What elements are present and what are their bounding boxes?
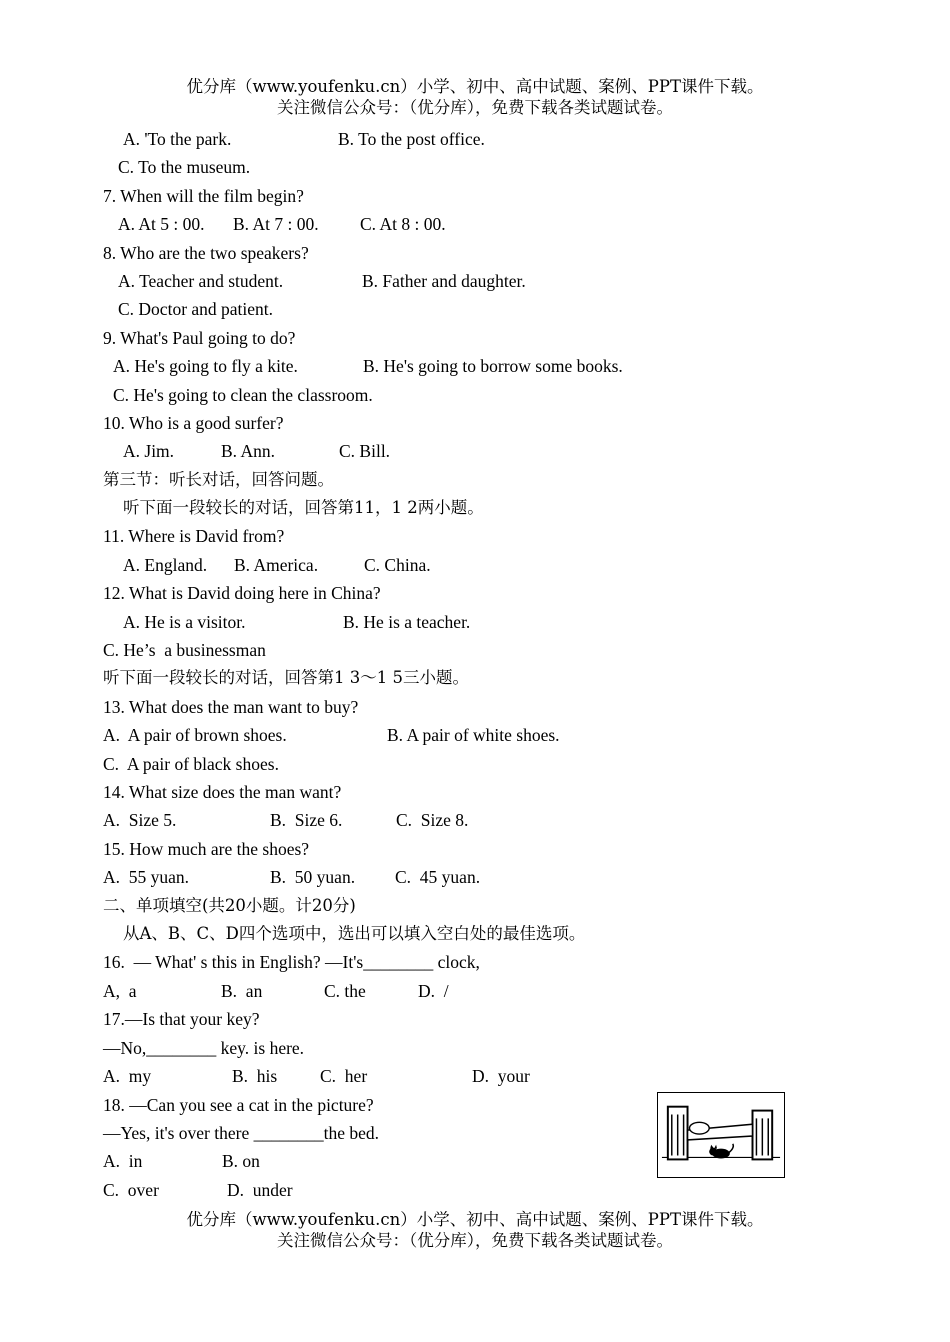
q11-option-a: A. England.: [123, 555, 208, 575]
q14-option-b: B. Size 6.: [270, 810, 343, 830]
q7-option-a: A. At 5 : 00.: [118, 214, 205, 234]
section3-instruction-1: 听下面一段较长的对话，回答第11，1 2两小题。: [123, 498, 484, 517]
q12-option-a: A. He is a visitor.: [123, 612, 246, 632]
q18-option-a: A. in: [103, 1151, 143, 1171]
q11-option-b: B. America.: [234, 555, 319, 575]
q13-option-b: B. A pair of white shoes.: [387, 725, 560, 745]
q18-question: 18. —Can you see a cat in the picture?: [103, 1095, 374, 1115]
q12-option-c: C. He’s a businessman: [103, 640, 266, 660]
header-line-1: 优分库（www.youfenku.cn）小学、初中、高中试题、案例、PPT课件下载。: [186, 77, 764, 96]
bed-cat-picture: [657, 1092, 785, 1178]
q8-option-b: B. Father and daughter.: [362, 271, 526, 291]
q15-option-a: A. 55 yuan.: [103, 867, 190, 887]
q9-option-b: B. He's going to borrow some books.: [363, 356, 623, 376]
footer-line-2: 关注微信公众号：（优分库），免费下载各类试题试卷。: [277, 1231, 673, 1250]
q14-option-a: A. Size 5.: [103, 810, 177, 830]
q17-answer-line: —No,________ key. is here.: [103, 1038, 305, 1058]
q6-option-a: A. 'To the park.: [123, 129, 232, 149]
q7-question: 7. When will the film begin?: [103, 186, 304, 206]
q7-option-b: B. At 7 : 00.: [233, 214, 319, 234]
q15-option-b: B. 50 yuan.: [270, 867, 356, 887]
q16-option-a: A, a: [103, 981, 137, 1001]
header-line-2: 关注微信公众号：（优分库），免费下载各类试题试卷。: [277, 98, 673, 117]
q6-option-b: B. To the post office.: [338, 129, 485, 149]
q9-question: 9. What's Paul going to do?: [103, 328, 296, 348]
q9-option-a: A. He's going to fly a kite.: [113, 356, 298, 376]
q8-option-a: A. Teacher and student.: [118, 271, 284, 291]
q18-option-d: D. under: [227, 1180, 293, 1200]
q17-option-c: C. her: [320, 1066, 368, 1086]
q6-option-c: C. To the museum.: [118, 157, 251, 177]
part2-instruction: 从A、B、C、D四个选项中，选出可以填入空白处的最佳选项。: [123, 924, 586, 943]
part2-title: 二、单项填空(共20小题。计20分): [103, 896, 356, 915]
q14-option-c: C. Size 8.: [396, 810, 469, 830]
q17-option-b: B. his: [232, 1066, 278, 1086]
q8-question: 8. Who are the two speakers?: [103, 243, 309, 263]
q13-question: 13. What does the man want to buy?: [103, 697, 359, 717]
q17-option-a: A. my: [103, 1066, 152, 1086]
q12-option-b: B. He is a teacher.: [343, 612, 471, 632]
q18-option-c: C. over: [103, 1180, 159, 1200]
q18-answer-line: —Yes, it's over there ________the bed.: [103, 1123, 379, 1143]
q10-question: 10. Who is a good surfer?: [103, 413, 284, 433]
q13-option-c: C. A pair of black shoes.: [103, 754, 279, 774]
q11-question: 11. Where is David from?: [103, 526, 285, 546]
q16-option-c: C. the: [324, 981, 366, 1001]
q16-option-b: B. an: [221, 981, 263, 1001]
q10-option-b: B. Ann.: [221, 441, 275, 461]
q15-question: 15. How much are the shoes?: [103, 839, 310, 859]
q17-question: 17.—Is that your key?: [103, 1009, 260, 1029]
bed-cat-illustration: [658, 1093, 784, 1177]
q16-option-d: D. /: [418, 981, 449, 1001]
q16-question: 16. — What' s this in English? —It's________ clock,: [103, 952, 480, 972]
q11-option-c: C. China.: [364, 555, 431, 575]
q14-question: 14. What size does the man want?: [103, 782, 342, 802]
q15-option-c: C. 45 yuan.: [395, 867, 481, 887]
q12-question: 12. What is David doing here in China?: [103, 583, 381, 603]
q13-option-a: A. A pair of brown shoes.: [103, 725, 287, 745]
q8-option-c: C. Doctor and patient.: [118, 299, 274, 319]
q10-option-c: C. Bill.: [339, 441, 391, 461]
footer-line-1: 优分库（www.youfenku.cn）小学、初中、高中试题、案例、PPT课件下载。: [186, 1210, 764, 1229]
q7-option-c: C. At 8 : 00.: [360, 214, 446, 234]
q10-option-a: A. Jim.: [123, 441, 175, 461]
section3-title: 第三节：听长对话，回答问题。: [103, 470, 334, 489]
section3-instruction-2: 听下面一段较长的对话，回答第1 3～1 5三小题。: [103, 668, 469, 687]
q9-option-c: C. He's going to clean the classroom.: [113, 385, 373, 405]
q18-option-b: B. on: [222, 1151, 260, 1171]
q17-option-d: D. your: [472, 1066, 530, 1086]
